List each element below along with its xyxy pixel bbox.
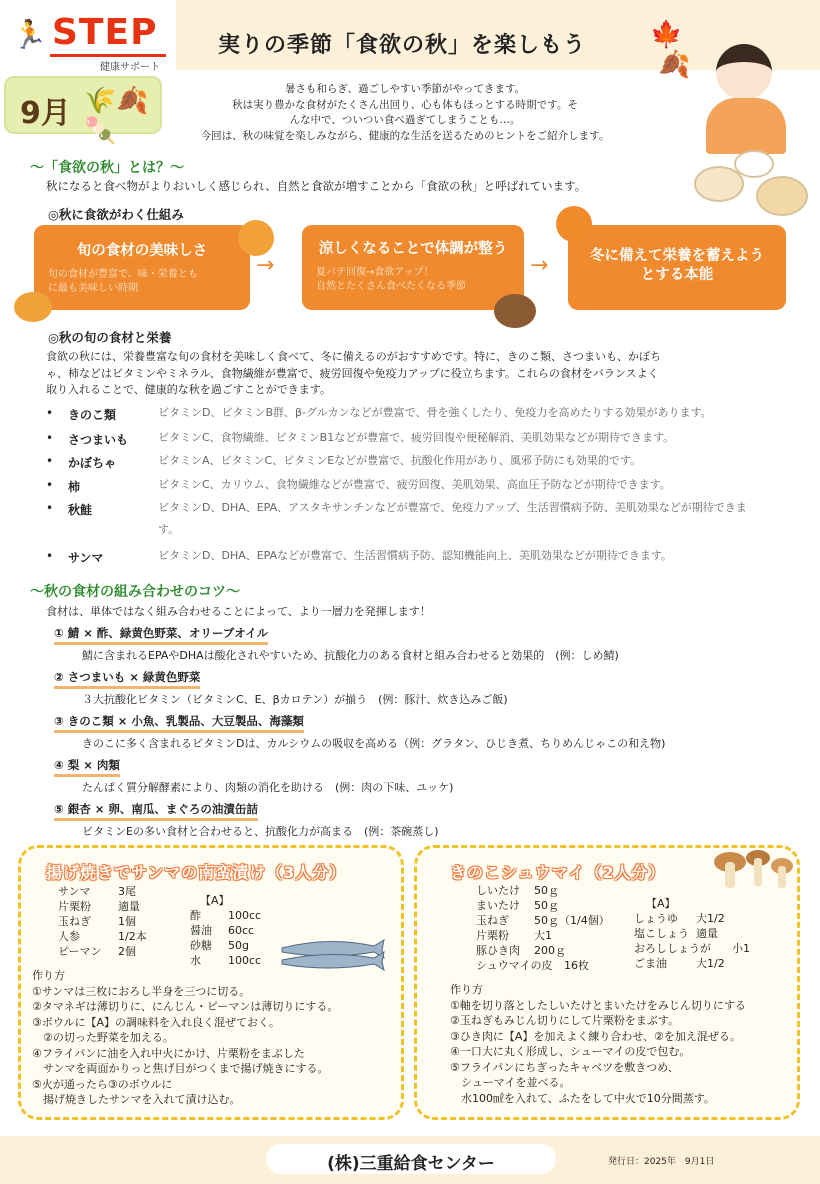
ingredient-name: 玉ねぎ — [476, 914, 509, 927]
issue-date: 発行日：2025年 9月1日 — [608, 1157, 715, 1167]
sauce-name: おろししょうが — [634, 942, 711, 955]
ingredient-qty: 適量 — [118, 900, 140, 913]
paragraph-line: 食欲の秋には、栄養豊富な旬の食材を美味しく食べて、冬に備えるのがおすすめです。特に、きのこ類、さつまいも、かぼち — [46, 350, 662, 363]
dishes-illustration — [690, 150, 812, 224]
person-head — [716, 44, 772, 100]
sauce-row — [634, 926, 750, 941]
ingredient-name: 片栗粉 — [58, 900, 91, 913]
sauce-name: 酢 — [190, 909, 201, 922]
sauce-row — [190, 908, 261, 923]
dish-icon — [734, 150, 774, 178]
step-line: ②の切った野菜を加える。 — [32, 1031, 174, 1044]
company-pill — [266, 1144, 556, 1174]
ingredient-row — [58, 914, 147, 929]
sauce-row — [190, 953, 261, 968]
sauce-qty: 50g — [228, 939, 249, 952]
section-title-autumn-appetite: 〜「食欲の秋」とは？〜 — [30, 160, 184, 176]
ingredient-qty: 2個 — [118, 945, 136, 958]
ingredient-qty: 大1 — [534, 929, 552, 942]
food-item — [46, 406, 786, 426]
intro-line: 秋は実り豊かな食材がたくさん出回り、心も体もほっとする時期です。そ — [232, 98, 578, 111]
bullet: • — [46, 501, 54, 515]
ingredient-qty: 1個 — [118, 915, 136, 928]
maple-leaves-icon: 🍁 🍂 — [650, 20, 691, 80]
step-line: ⑤火が通ったら③のボウルに — [32, 1077, 173, 1091]
sauce-name: しょうゆ — [634, 912, 678, 925]
recipe-title: 揚げ焼きでサンマの南蛮漬け（3人分） — [46, 863, 347, 882]
recipe-steps — [450, 982, 746, 1106]
food-desc: ビタミンD、ビタミンB群、β-グルカンなどが豊富で、骨を強くしたり、免疫力を高めたりする効果があります。 — [158, 406, 712, 419]
step-line: シューマイを並べる。 — [450, 1076, 571, 1089]
ingredient-name: ピーマン — [58, 945, 102, 958]
sauce-qty: 100cc — [228, 954, 262, 967]
combo-heading: ⑤ 銀杏 × 卵、南瓜、まぐろの油漬缶詰 — [54, 801, 258, 821]
step-line: ③ひき肉に【A】を加えよく練り合わせ、②を加え混ぜる。 — [450, 1029, 741, 1043]
combo-text: ３大抗酸化ビタミン（ビタミンC、E、βカロテン）が揃う (例：豚汁、炊き込みご飯) — [82, 693, 508, 706]
page-title: 実りの季節「食欲の秋」を楽しもう — [218, 33, 587, 58]
sauce-qty: 大1/2 — [696, 957, 725, 970]
recipe-steps — [32, 968, 338, 1108]
flow-step-body-line: 自然とたくさん食べたくなる季節 — [316, 281, 466, 292]
sauce-qty: 適量 — [696, 927, 718, 940]
ingredient-row — [476, 898, 610, 913]
ingredient-name: シュウマイの皮 — [476, 959, 553, 972]
combo-text: きのこに多く含まれるビタミンDは、カルシウムの吸収を高める（例：グラタン、ひじき煮、ちりめんじゃこの和え物) — [82, 737, 666, 750]
intro-line: んな中で、ついつい食べ過ぎてしまうことも…。 — [289, 114, 521, 126]
step-line: 水100㎖を入れて、ふたをして中火で10分間蒸す。 — [450, 1091, 715, 1105]
sauce-name: 砂糖 — [190, 939, 212, 952]
ingredient-qty: 50ｇ（1/4個） — [534, 914, 610, 927]
food-name: 柿 — [68, 480, 81, 494]
ingredient-name: 玉ねぎ — [58, 915, 91, 928]
month-label: 9月 — [20, 96, 71, 131]
sauce-label: 【A】 — [646, 897, 676, 910]
intro-line: 暑さも和らぎ、過ごしやすい季節がやってきます。 — [284, 83, 526, 95]
ingredient-row — [476, 943, 610, 958]
step-line: ④フライパンに油を入れ中火にかけ、片栗粉をまぶした — [32, 1046, 305, 1060]
footer — [0, 1136, 820, 1184]
step-line: ②タマネギは薄切りに、にんじん・ピーマンは薄切りにする。 — [32, 1000, 339, 1013]
food-item — [46, 478, 786, 498]
combo-heading: ① 鯖 × 酢、緑黄色野菜、オリーブオイル — [54, 625, 268, 645]
section-title-combination-tips: 〜秋の食材の組み合わせのコツ〜 — [30, 584, 240, 600]
recipe-title: きのこシュウマイ（2人分） — [450, 863, 666, 882]
paragraph-line: ゃ、柿などはビタミンやミネラル、食物繊維が豊富で、疲労回復や免疫力アップに役立ちます。これらの食材をバランスよく — [46, 366, 659, 380]
section-text: 食材は、単体ではなく組み合わせることによって、より一層力を発揮します！ — [46, 605, 431, 618]
food-desc: ビタミンC、食物繊維、ビタミンB1などが豊富で、疲労回復や便秘解消、美肌効果などが期待できます。 — [158, 431, 675, 444]
ingredient-row — [58, 929, 147, 944]
sauce-name: 塩こしょう — [634, 927, 689, 940]
ingredient-qty: 3尾 — [118, 885, 136, 898]
combo-text: ビタミンEの多い食材と合わせると、抗酸化力が高まる (例：茶碗蒸し) — [82, 825, 439, 838]
dish-icon — [756, 176, 808, 216]
intro-line: 今回は、秋の味覚を楽しみながら、健康的な生活を送るためのヒントをご紹介します。 — [200, 129, 610, 142]
food-name: きのこ類 — [68, 408, 117, 422]
ingredient-row — [476, 913, 610, 928]
combo-heading: ④ 梨 × 肉類 — [54, 757, 120, 777]
sauce-label: 【A】 — [200, 894, 230, 907]
flow-step-3 — [568, 225, 786, 310]
sauce-qty: 60cc — [228, 924, 255, 937]
intro-text — [170, 82, 640, 144]
food-item — [46, 549, 786, 569]
chestnut-icon — [494, 294, 536, 328]
food-item — [46, 431, 786, 451]
persimmon-icon — [238, 220, 274, 256]
runner-icon: 🏃 — [12, 18, 47, 51]
steps-label: 作り方 — [450, 983, 483, 996]
bullet: • — [46, 454, 54, 468]
ingredient-row — [476, 958, 610, 973]
ingredient-qty: 1/2本 — [118, 930, 147, 943]
subsection-title-mechanism: ◎秋に食欲がわく仕組み — [48, 207, 184, 222]
ingredient-name: しいたけ — [476, 884, 520, 897]
sauce-row — [634, 956, 750, 971]
food-desc: ビタミンD、DHA、EPAなどが豊富で、生活習慣病予防、認知機能向上、美肌効果などが期待できます。 — [158, 549, 673, 562]
step-line: ①サンマは三枚におろし半身を三つに切る。 — [32, 984, 251, 998]
ingredient-name: まいたけ — [476, 899, 520, 912]
autumn-deco-icon: 🌾🍂🍡 — [84, 86, 149, 146]
ingredient-row — [58, 899, 147, 914]
ingredient-list — [58, 884, 147, 959]
persimmon-icon — [556, 206, 592, 242]
ingredient-name: 人参 — [58, 930, 80, 943]
step-line: ②玉ねぎもみじん切りにして片栗粉をまぶす。 — [450, 1014, 679, 1027]
step-line: ④一口大に丸く形成し、シューマイの皮で包む。 — [450, 1045, 691, 1058]
seasonal-foods-paragraph — [46, 349, 776, 399]
month-badge — [4, 76, 162, 146]
sauce-qty: 小1 — [732, 942, 750, 955]
food-item — [46, 454, 786, 474]
step-line: 揚げ焼きしたサンマを入れて漬け込む。 — [32, 1093, 241, 1106]
combo-text: 鯖に含まれるEPAやDHAは酸化されやすいため、抗酸化力のある食材と組み合わせると効果的 (例：しめ鯖) — [82, 649, 619, 662]
ingredient-row — [476, 883, 610, 898]
food-name: かぼちゃ — [68, 456, 117, 470]
section-text: 秋になると食べ物がよりおいしく感じられ、自然と食欲が増すことから「食欲の秋」と呼ばれています。 — [46, 179, 587, 193]
sauce-name: 醤油 — [190, 924, 212, 937]
ingredient-row — [58, 884, 147, 899]
flow-step-body-line: に最も美味しい時期 — [48, 283, 138, 294]
food-name: サンマ — [68, 551, 104, 565]
step-line: ③ボウルに【A】の調味料を入れ良く混ぜておく。 — [32, 1015, 280, 1029]
sauce-row — [190, 923, 261, 938]
logo-text: STEP — [52, 12, 158, 53]
food-item — [46, 501, 786, 545]
flow-step-2 — [302, 225, 524, 310]
arrow-right-icon: → — [256, 253, 275, 278]
step-line: ⑤フライパンにちぎったキャベツを敷きつめ、 — [450, 1060, 679, 1074]
flow-step-head: 涼しくなることで体調が整う — [318, 241, 508, 257]
ingredient-row — [58, 944, 147, 959]
sauce-list — [190, 893, 261, 968]
flow-step-head: 冬に備えて栄養を蓄えようとする本能 — [590, 248, 764, 283]
subsection-title-seasonal-foods: ◎秋の旬の食材と栄養 — [48, 330, 172, 345]
sauce-row — [634, 911, 750, 926]
step-line: サンマを両面かりっと焦げ目がつくまで揚げ焼きにする。 — [32, 1062, 329, 1075]
food-desc: ビタミンD、DHA、EPA、アスタキサンチンなどが豊富で、免疫力アップ、生活習慣病予防、美肌効果などが期待できます。 — [158, 501, 747, 536]
pumpkin-icon — [14, 292, 52, 322]
logo-subtitle: 健康サポート — [100, 62, 160, 73]
ingredient-name: サンマ — [58, 885, 91, 898]
step-logo — [0, 0, 176, 73]
bullet: • — [46, 478, 54, 492]
sauce-list — [634, 896, 750, 971]
company-name: (株)三重給食センター — [327, 1154, 495, 1174]
step-line: ①軸を切り落としたしいたけとまいたけをみじん切りにする — [450, 998, 746, 1012]
ingredient-row — [476, 928, 610, 943]
ingredient-qty: 50ｇ — [534, 899, 559, 912]
steps-label: 作り方 — [32, 969, 65, 982]
sauce-name: ごま油 — [634, 957, 667, 970]
arrow-right-icon: → — [530, 253, 549, 278]
ingredient-name: 片栗粉 — [476, 929, 509, 942]
ingredient-qty: 200ｇ — [534, 944, 566, 957]
food-desc: ビタミンC、カリウム、食物繊維などが豊富で、疲労回復、美肌効果、高血圧予防などが期待できます。 — [158, 478, 671, 491]
food-name: さつまいも — [68, 433, 129, 447]
combo-heading: ② さつまいも × 緑黄色野菜 — [54, 669, 200, 689]
sauce-name: 水 — [190, 954, 201, 967]
flow-step-1 — [34, 225, 250, 310]
bullet: • — [46, 406, 54, 420]
flow-step-body — [316, 266, 524, 294]
bullet: • — [46, 431, 54, 445]
combo-text: たんぱく質分解酵素により、肉類の消化を助ける (例：肉の下味、ユッケ) — [82, 781, 454, 794]
food-name: 秋鮭 — [68, 503, 93, 517]
sauce-row — [190, 938, 261, 953]
sauce-qty: 100cc — [228, 909, 262, 922]
person-body — [706, 98, 786, 154]
ingredient-qty: 50ｇ — [534, 884, 559, 897]
ingredient-qty: 16枚 — [564, 959, 589, 972]
flow-step-body-line: 夏バテ回復→食欲アップ！ — [316, 267, 434, 278]
paragraph-line: 取り入れることで、健康的な秋を過ごすことができます。 — [46, 383, 331, 396]
flow-step-body-line: 旬の食材が豊富で、味・栄養とも — [48, 269, 198, 280]
bullet: • — [46, 549, 54, 563]
ingredient-list — [476, 883, 610, 973]
flow-step-body — [48, 268, 250, 296]
mushroom-icon — [712, 848, 794, 892]
sauce-qty: 大1/2 — [696, 912, 725, 925]
ingredient-name: 豚ひき肉 — [476, 944, 520, 957]
combo-heading: ③ きのこ類 × 小魚、乳製品、大豆製品、海藻類 — [54, 713, 304, 733]
sauce-row — [634, 941, 750, 956]
logo-underline — [50, 54, 166, 57]
food-desc: ビタミンA、ビタミンC、ビタミンEなどが豊富で、抗酸化作用があり、風邪予防にも効果的です。 — [158, 454, 642, 467]
flow-step-head: 旬の食材の美味しさ — [76, 243, 208, 259]
person-eating-illustration — [704, 44, 788, 154]
